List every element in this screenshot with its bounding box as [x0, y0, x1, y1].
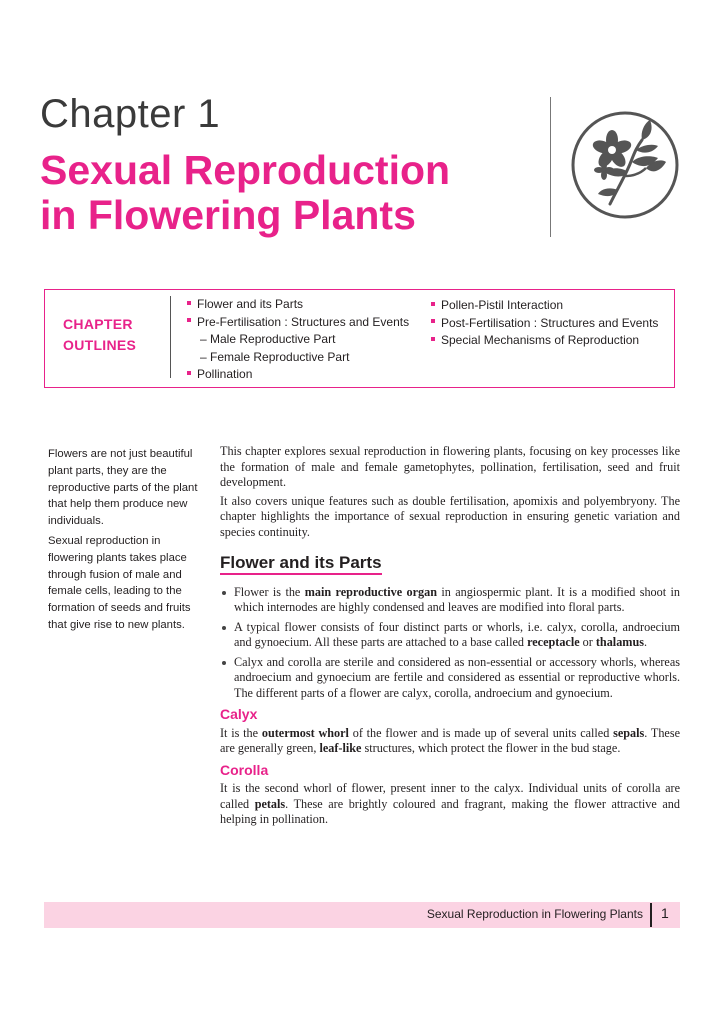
list-item: Calyx and corolla are sterile and considered as non-essential or accessory whorls, whereas androecium and gynoecium are fertile and considered as essential or reproductive whorls. The different parts of a flower are calyx, corolla, androecium and gynoecium. — [220, 655, 680, 702]
section-heading: Flower and its Parts — [220, 553, 382, 572]
sidebar-paragraph: Sexual reproduction in flowering plants takes place through fusion of male and female cells, leading to the formation of seeds and fruits that give rise to new plants. — [48, 534, 191, 631]
subsection-heading-calyx: Calyx — [220, 706, 258, 722]
intro-paragraph: It also covers unique features such as double fertilisation, apomixis and polyembryony. The chapter highlights the importance of sexual reproduction in ensuring genetic variation and species continuity. — [220, 493, 680, 539]
outline-heading-line2: OUTLINES — [63, 337, 137, 353]
intro-paragraph: This chapter explores sexual reproduction in flowering plants, focusing on key processes like the formation of male and female gametophytes, pollination, fertilisation, seed and fruit development. — [220, 444, 680, 489]
bullet-square-icon — [187, 301, 191, 305]
outline-item: Pollen-Pistil Interaction — [431, 297, 658, 315]
bullet-square-icon — [431, 302, 435, 306]
outline-column-2 — [431, 297, 658, 350]
outline-item: Special Mechanisms of Reproduction — [431, 332, 658, 350]
chapter-title-line2: in Flowering Plants — [40, 192, 416, 238]
chapter-label: Chapter 1 — [40, 92, 221, 136]
running-title: Sexual Reproduction in Flowering Plants — [426, 907, 643, 921]
calyx-paragraph: It is the outermost whorl of the flower and is made up of several units called sepals. These are generally green, leaf-like structures, which protect the flower in the bud stage. — [220, 725, 680, 755]
main-content — [220, 444, 680, 831]
subsection-heading-corolla: Corolla — [220, 761, 269, 778]
list-item: A typical flower consists of four distinct parts or whorls, i.e. calyx, corolla, androecium and gynoecium. All these parts are attached to a base called receptacle or thalamus. — [220, 620, 680, 651]
bullet-square-icon — [431, 319, 435, 323]
outline-item: Flower and its Parts — [187, 296, 409, 314]
outline-heading — [63, 314, 136, 356]
outline-subitem: – Female Reproductive Part — [200, 349, 350, 364]
outline-column-1 — [187, 296, 409, 384]
bullet-square-icon — [187, 371, 191, 375]
header-divider — [550, 97, 551, 237]
bullet-square-icon — [187, 318, 191, 322]
corolla-paragraph: It is the second whorl of flower, present inner to the calyx. Individual units of corolla are called petals. These are brightly coloured and fragrant, making the flower attractive and helping in pollination. — [220, 781, 680, 826]
flower-branch-icon — [570, 110, 680, 220]
bullet-list — [220, 585, 680, 702]
outline-heading-line1: CHAPTER — [63, 316, 133, 332]
outline-item: Pre-Fertilisation : Structures and Events — [187, 314, 409, 332]
footer-separator — [650, 903, 652, 927]
sidebar-note — [48, 446, 198, 637]
outline-item: Post-Fertilisation : Structures and Events — [431, 315, 658, 333]
outline-item: Pollination — [187, 366, 409, 384]
sidebar-paragraph: Flowers are not just beautiful plant parts, they are the reproductive parts of the plant that help them produce new individuals. — [48, 448, 198, 528]
chapter-title — [40, 148, 540, 238]
bullet-square-icon — [431, 337, 435, 341]
outline-divider — [170, 296, 171, 378]
page-number: 1 — [661, 905, 669, 921]
outline-subitem: – Male Reproductive Part — [200, 332, 336, 346]
list-item: Flower is the main reproductive organ in angiospermic plant. It is a modified shoot in which internodes are highly condensed and leaves are modified into floral parts. — [220, 585, 680, 616]
chapter-title-line1: Sexual Reproduction — [40, 147, 451, 193]
